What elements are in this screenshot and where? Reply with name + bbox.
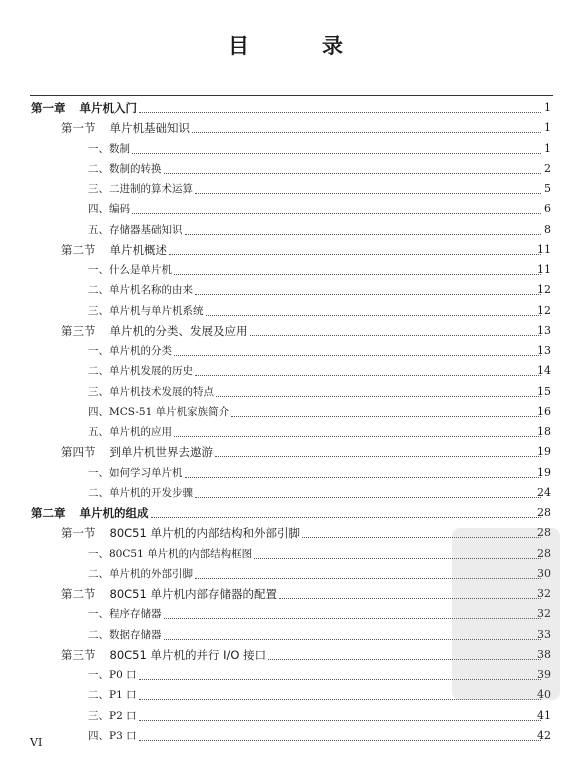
toc-entry-number: 第二节 — [61, 587, 96, 601]
dot-leader — [206, 295, 542, 316]
toc-entry-item[interactable]: 四、P3 口 42 — [0, 726, 571, 746]
toc-entry-item[interactable]: 三、单片机技术发展的特点 15 — [0, 382, 571, 402]
toc-entry-title — [88, 361, 193, 381]
toc-entry-text: 五、单片机的应用 — [88, 426, 172, 438]
library-stamp — [452, 528, 560, 700]
toc-entry-item[interactable]: 二、单片机的开发步骤 24 — [0, 483, 571, 503]
toc-entry-title — [31, 503, 149, 523]
toc-entry-text: 三、单片机技术发展的特点 — [88, 385, 214, 398]
toc-entry-item[interactable]: 二、单片机的外部引脚 30 — [0, 564, 571, 584]
toc-entry-title — [88, 341, 172, 361]
toc-entry-title — [31, 98, 137, 118]
toc-entry-item[interactable]: 四、MCS-51 单片机家族简介 16 — [0, 402, 571, 422]
page-number-footer: VI — [30, 736, 43, 749]
toc-entry-item[interactable]: 一、单片机的分类 13 — [0, 341, 571, 361]
toc-entry-item[interactable]: 五、单片机的应用 18 — [0, 422, 571, 442]
toc-entry-title — [88, 604, 162, 624]
toc-entry-section[interactable]: 第二节 单片机概述 11 — [0, 240, 571, 260]
toc-entry-title — [88, 280, 193, 300]
toc-entry-text: 单片机入门 — [79, 101, 137, 115]
toc-entry-item[interactable]: 二、单片机名称的由来 12 — [0, 280, 571, 300]
toc-entry-section[interactable]: 第三节 单片机的分类、发展及应用 13 — [0, 321, 571, 341]
toc-entry-item[interactable]: 一、程序存储器 32 — [0, 604, 571, 624]
toc-entry-item[interactable]: 一、80C51 单片机的内部结构框图 28 — [0, 544, 571, 564]
toc-entry-item[interactable]: 三、P2 口 41 — [0, 706, 571, 726]
dot-leader — [185, 214, 542, 235]
toc-entry-item[interactable]: 一、P0 口 39 — [0, 665, 571, 685]
toc-entry-title — [88, 382, 214, 402]
toc-entry-item[interactable]: 二、单片机发展的历史 14 — [0, 361, 571, 381]
toc-entry-text: 二、数制的转换 — [88, 162, 162, 175]
toc-entry-text: 一、单片机的分类 — [88, 345, 172, 357]
toc-entry-chapter[interactable]: 第一章 单片机入门 1 — [0, 98, 571, 118]
dot-leader — [215, 436, 541, 457]
toc-entry-title — [88, 260, 172, 280]
dot-leader — [231, 396, 541, 417]
toc-entry-item[interactable]: 二、数制的转换 2 — [0, 159, 571, 179]
dot-leader — [139, 92, 541, 113]
toc-entry-title — [61, 240, 167, 260]
toc-entry-number: 第四节 — [61, 445, 96, 460]
dot-leader — [195, 355, 541, 376]
toc-entry-title — [88, 422, 172, 442]
toc-entry-text: 一、什么是单片机 — [88, 264, 172, 276]
dot-leader — [192, 112, 541, 133]
dot-leader — [216, 376, 541, 397]
toc-entry-section[interactable]: 第三节 80C51 单片机的并行 I/O 接口 38 — [0, 645, 571, 665]
toc-entry-text: 二、单片机的开发步骤 — [88, 486, 193, 499]
dot-leader — [174, 335, 541, 356]
toc-entry-item[interactable]: 一、如何学习单片机 19 — [0, 463, 571, 483]
toc-entry-text: 单片机基础知识 — [109, 121, 190, 136]
toc-entry-number: 第一节 — [61, 121, 96, 136]
toc-entry-text: 三、二进制的算术运算 — [88, 183, 193, 195]
dot-leader — [250, 315, 542, 336]
dot-leader — [195, 274, 541, 295]
toc-entry-section[interactable]: 第二节 80C51 单片机内部存储器的配置 32 — [0, 584, 571, 604]
toc-entry-text: 一、80C51 单片机的内部结构框图 — [88, 547, 253, 560]
toc-entry-item[interactable]: 二、数据存储器 33 — [0, 625, 571, 645]
toc-entry-text: 四、编码 — [88, 203, 130, 216]
toc-entry-text: 到单片机世界去遨游 — [109, 445, 213, 460]
dot-leader — [174, 254, 541, 275]
toc-entry-item[interactable]: 一、数制 1 — [0, 139, 571, 159]
toc-entry-title — [88, 199, 130, 219]
toc-entry-text: 一、程序存储器 — [88, 608, 162, 621]
toc-entry-item[interactable]: 四、编码 6 — [0, 199, 571, 219]
toc-entry-text: 四、MCS-51 单片机家族简介 — [88, 405, 230, 418]
toc-entry-item[interactable]: 三、二进制的算术运算 5 — [0, 179, 571, 199]
toc-entry-section[interactable]: 第四节 到单片机世界去遨游 19 — [0, 442, 571, 462]
toc-entry-item[interactable]: 五、存储器基础知识 8 — [0, 220, 571, 240]
toc-entry-text: 单片机概述 — [109, 242, 167, 257]
dot-leader — [174, 416, 541, 437]
toc-entry-text: 80C51 单片机的并行 I/O 接口 — [109, 647, 267, 662]
toc-entry-title — [88, 463, 183, 483]
toc-entry-number: 第三节 — [61, 647, 96, 662]
toc-entry-section[interactable]: 第一节 单片机基础知识 1 — [0, 118, 571, 138]
toc-entry-text: 二、单片机发展的历史 — [88, 365, 193, 378]
toc-entry-item[interactable]: 二、P1 口 40 — [0, 685, 571, 705]
toc-entry-text: 二、数据存储器 — [88, 628, 162, 641]
dot-leader — [139, 700, 541, 721]
dot-leader — [132, 133, 541, 154]
dot-leader — [195, 173, 541, 194]
toc-entry-text: 二、单片机的外部引脚 — [88, 567, 193, 580]
toc-entry-text: 三、单片机与单片机系统 — [88, 304, 204, 317]
dot-leader — [169, 234, 541, 255]
toc-entry-number: 第二节 — [61, 242, 96, 257]
dot-leader — [139, 720, 541, 741]
toc-entry-item[interactable]: 三、单片机与单片机系统 12 — [0, 301, 571, 321]
toc-entry-title — [88, 685, 137, 705]
toc-entry-text: 三、P2 口 — [88, 709, 137, 722]
toc-entry-title — [88, 625, 162, 645]
toc-entry-item[interactable]: 一、什么是单片机 11 — [0, 260, 571, 280]
toc-entry-text: 单片机的组成 — [79, 506, 149, 520]
toc-entry-text: 一、数制 — [88, 142, 130, 155]
toc-entry-text: 四、P3 口 — [88, 729, 137, 742]
toc-entry-text: 80C51 单片机内部存储器的配置 — [109, 587, 277, 601]
dot-leader — [132, 193, 541, 214]
toc-entry-text: 五、存储器基础知识 — [88, 223, 183, 236]
toc-entry-title — [88, 564, 193, 584]
toc-entry-number: 第一节 — [61, 526, 96, 541]
toc-entry-title — [88, 726, 137, 746]
dot-leader — [195, 477, 541, 498]
toc-entry-text: 单片机的分类、发展及应用 — [109, 323, 248, 338]
dot-leader — [164, 153, 542, 174]
toc-entry-title — [88, 665, 137, 685]
toc-entry-text: 80C51 单片机的内部结构和外部引脚 — [109, 526, 300, 541]
dot-leader — [185, 457, 542, 478]
toc-entry-chapter[interactable]: 第二章 单片机的组成 28 — [0, 503, 571, 523]
toc-entry-number: 第三节 — [61, 323, 96, 338]
toc-entry-section[interactable]: 第一节 80C51 单片机的内部结构和外部引脚 28 — [0, 523, 571, 543]
toc-entry-title — [88, 139, 130, 159]
toc-entry-text: 二、P1 口 — [88, 689, 137, 702]
toc-entry-title — [88, 706, 137, 726]
toc-entry-number: 第二章 — [31, 506, 66, 520]
toc-entry-number: 第一章 — [31, 101, 66, 115]
toc-entry-text: 一、P0 口 — [88, 669, 137, 681]
dot-leader — [151, 497, 542, 518]
toc-entry-title — [88, 301, 204, 321]
toc-entry-title — [88, 159, 162, 179]
page-title: 目 录 — [228, 34, 369, 58]
toc-entry-text: 一、如何学习单片机 — [88, 466, 183, 479]
toc-entry-text: 二、单片机名称的由来 — [88, 284, 193, 297]
